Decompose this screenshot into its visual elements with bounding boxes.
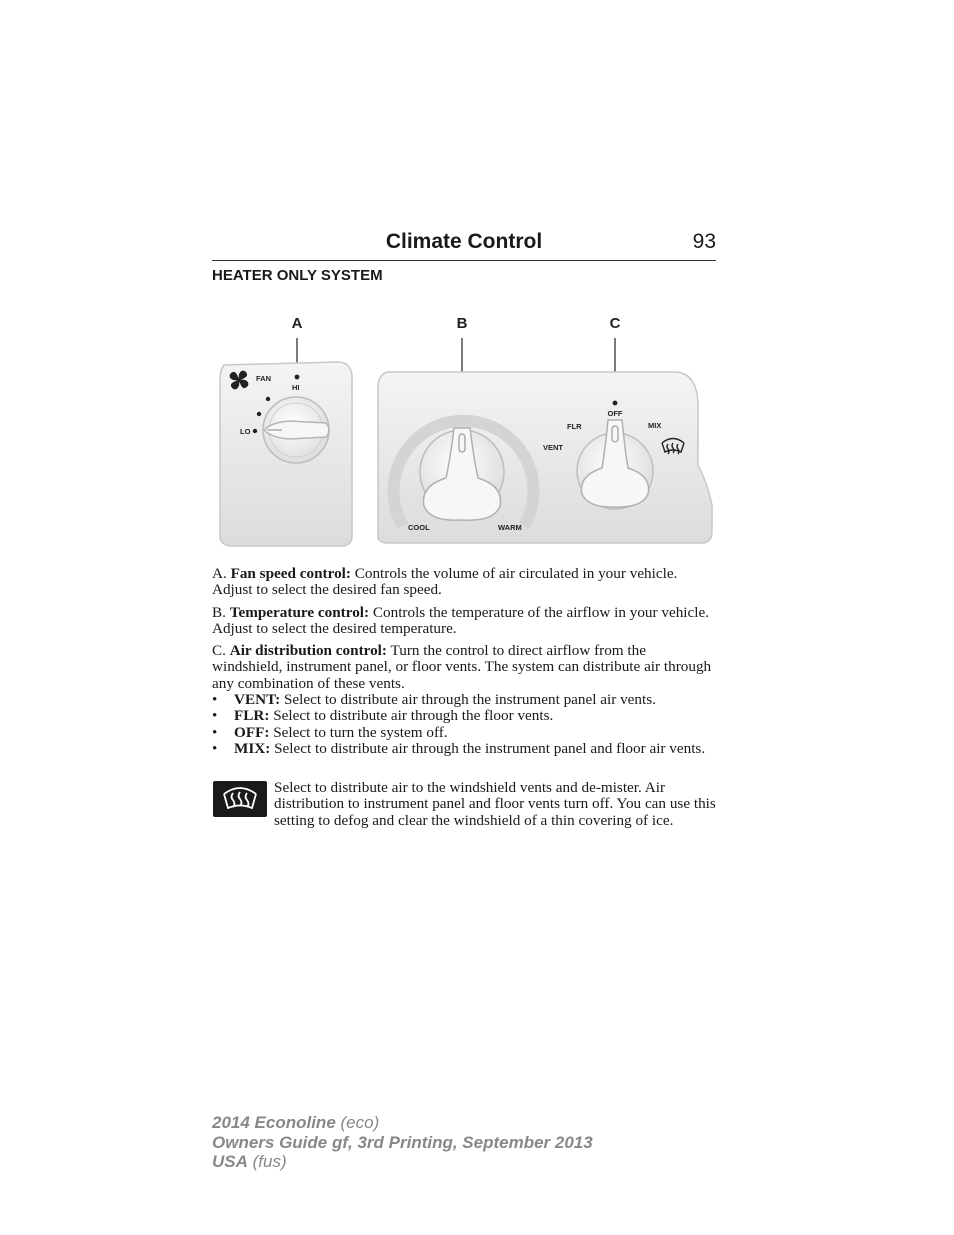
footer-line-market: [212, 1152, 593, 1172]
term: Fan speed control:: [230, 565, 351, 582]
page-header: [212, 228, 716, 261]
fan-position-dot: [295, 375, 300, 380]
term: OFF:: [234, 723, 270, 741]
market-code: (fus): [252, 1152, 287, 1171]
description: Select to distribute air through the instrument panel air vents.: [283, 691, 656, 708]
term: FLR:: [234, 707, 270, 725]
fan-speed-knob[interactable]: [263, 397, 329, 463]
model-code: (eco): [340, 1113, 380, 1132]
fan-position-dot: [266, 397, 270, 401]
fan-hi-label: HI: [292, 383, 300, 392]
page-number: 93: [692, 230, 716, 253]
fan-label: FAN: [256, 374, 271, 383]
item-prefix: A.: [212, 565, 227, 582]
distribution-position-dot: [613, 401, 618, 406]
term: Temperature control:: [229, 604, 370, 621]
market-name: USA: [212, 1152, 248, 1171]
chapter-title: Climate Control: [385, 230, 543, 253]
description: Select to distribute air to the windshield vents and de-mister. Air distribution to instrument panel and floor vents turn off. You can use this setting to defog and clear the windshield of a thin covering of ice.: [274, 779, 716, 829]
paragraph-fan-speed: [212, 566, 716, 599]
description: Select to distribute air through the floor vents.: [273, 707, 554, 725]
list-item: • MIX: Select to distribute air through the instrument panel and floor air vents.: [212, 739, 706, 757]
description: Select to distribute air through the instrument panel and floor air vents.: [274, 739, 706, 757]
warm-label: WARM: [498, 523, 522, 532]
mix-label: MIX: [648, 421, 662, 430]
cool-label: COOL: [408, 523, 430, 532]
description: Select to turn the system off.: [273, 723, 448, 741]
paragraph-temperature: [212, 605, 716, 638]
vent-label: VENT: [543, 443, 564, 452]
fan-lo-label: LO: [240, 427, 251, 436]
heater-controls-figure: [212, 310, 716, 550]
footer-line-edition: [212, 1133, 593, 1153]
item-prefix: C.: [212, 642, 226, 659]
fan-position-dot: [257, 412, 261, 416]
callout-c: C: [609, 315, 621, 332]
fan-position-dot: [253, 429, 257, 433]
footer-line-model: [212, 1113, 593, 1133]
description: Turn the control to direct airflow from the windshield, instrument panel, or floor vents. The system can distribute air through any combination of these vents.: [212, 642, 712, 692]
model-name: 2014 Econoline: [212, 1113, 336, 1132]
term: MIX:: [234, 739, 271, 757]
description: Controls the volume of air circulated in your vehicle. Adjust to select the desired fan speed.: [212, 565, 678, 599]
temperature-knob[interactable]: [420, 428, 504, 520]
list-item: • OFF: Select to turn the system off.: [212, 723, 448, 741]
distribution-options-list: [212, 692, 716, 757]
edition-info: Owners Guide gf, 3rd Printing, September 2013: [212, 1132, 593, 1152]
flr-label: FLR: [567, 422, 582, 431]
term: VENT:: [234, 691, 281, 708]
paragraph-air-distribution: [212, 643, 716, 692]
item-prefix: B.: [212, 604, 226, 621]
list-item: • FLR: Select to distribute air through the floor vents.: [212, 707, 554, 725]
section-heading: HEATER ONLY SYSTEM: [212, 267, 383, 284]
page-footer: [212, 1113, 593, 1172]
callout-b: B: [456, 315, 468, 332]
heater-controls-illustration: [212, 310, 716, 550]
description: Controls the temperature of the airflow in your vehicle. Adjust to select the desired temperature.: [212, 604, 710, 638]
list-item: • VENT: Select to distribute air through the instrument panel air vents.: [212, 691, 656, 708]
defrost-paragraph: [212, 780, 716, 829]
off-label: OFF: [607, 409, 623, 418]
term: Air distribution control:: [229, 642, 387, 659]
callout-a: A: [291, 315, 303, 332]
